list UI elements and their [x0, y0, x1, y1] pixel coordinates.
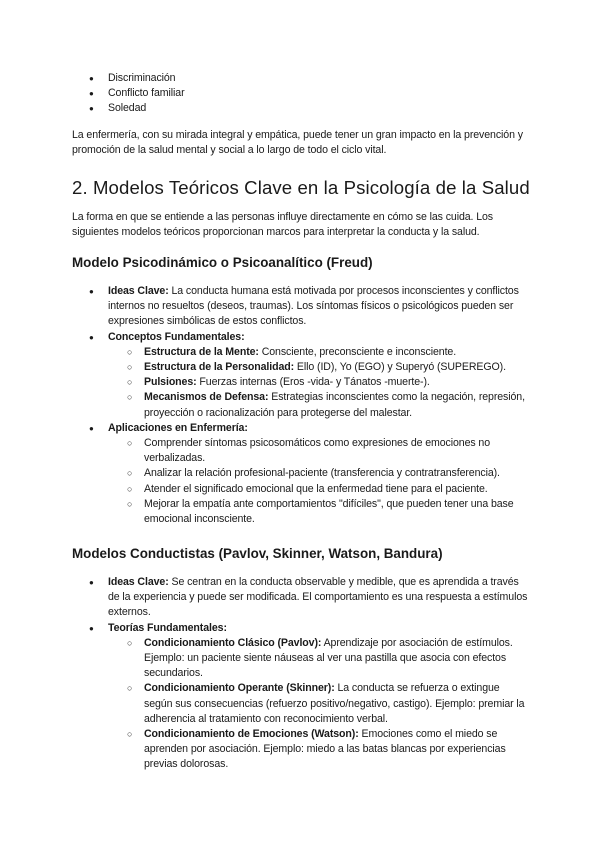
circle-bullet-icon: ○ — [127, 483, 133, 494]
circle-bullet-icon: ○ — [127, 438, 133, 449]
list-item: ● Aplicaciones en Enfermería: ○ Comprender síntomas psicosomáticos como expresiones de emociones no verbalizadas. ○ Analizar la relación profesional-paciente (transferencia y contratransferencia). ○ Atender el significado emocional que la enfermedad tiene para el paciente. ○ Mejorar la empatía ante comportamientos "difíciles", que pueden tener una base emocional inconsciente. — [108, 421, 528, 527]
psychodynamic-list — [89, 284, 528, 527]
list-item: ● Ideas Clave: La conducta humana está motivada por procesos inconscientes y conflictos internos no resueltos (deseos, traumas). Los síntomas físicos o psicológicos pueden ser expresiones simbólicas de estos conflictos. — [89, 285, 519, 328]
list-item: ● Teorías Fundamentales: ○ Condicionamiento Clásico (Pavlov): Aprendizaje por asociación de estímulos. Ejemplo: un paciente siente náuseas al ver una pastilla que asocia con efectos secundarios. ○ Condicionamiento Operante (Skinner): La conducta se refuerza o extingue según sus consecuencias (refuerzo positivo/negativo, castigo). Ejemplo: premiar la adherencia al tratamiento con reconocimiento verbal. ○ Condicionamiento de Emociones (Watson): Emociones como el miedo se aprenden por asociación. Ejemplo: miedo a las batas blancas por experiencias previas dolorosas. — [108, 621, 528, 773]
sublist-item: ○ Estructura de la Personalidad: Ello (ID), Yo (EGO) y Superyó (SUPEREGO). — [144, 360, 528, 375]
list-item: ● Conflicto familiar — [108, 86, 528, 101]
list-item: ● Ideas Clave: Se centran en la conducta observable y medible, que es aprendida a través de la experiencia y puede ser modificada. El comportamiento es una respuesta a estímulos externos. — [89, 576, 528, 619]
circle-bullet-icon: ○ — [127, 377, 133, 388]
list-item: ● Soledad — [108, 101, 528, 116]
bullet-icon: ● — [89, 104, 94, 114]
circle-bullet-icon: ○ — [127, 683, 133, 694]
bullet-icon: ● — [89, 89, 94, 99]
section-intro-paragraph: La forma en que se entiende a las personas influye directamente en cómo se las cuida. Los siguientes modelos teóricos proporcionan marcos para interpretar la conducta y la salud. — [72, 211, 493, 239]
circle-bullet-icon: ○ — [127, 346, 133, 357]
sublist-item: ○ Condicionamiento Clásico (Pavlov): Aprendizaje por asociación de estímulos. Ejemplo: un paciente siente náuseas al ver una pastilla que asocia con efectos secundarios. — [127, 636, 513, 680]
sublist-item: ○ Estructura de la Mente: Consciente, preconsciente e inconsciente. — [144, 345, 528, 360]
sublist-item: ○ Comprender síntomas psicosomáticos como expresiones de emociones no verbalizadas. — [127, 437, 491, 465]
intro-paragraph: La enfermería, con su mirada integral y empática, puede tener un gran impacto en la prevención y promoción de la salud mental y social a lo largo de todo el ciclo vital. — [72, 129, 523, 157]
sublist-item: ○ Atender el significado emocional que la enfermedad tiene para el paciente. — [144, 482, 528, 497]
behaviorist-list — [89, 575, 528, 773]
applications-sublist — [127, 436, 528, 527]
bullet-icon: ● — [89, 623, 94, 633]
list-item: ● Conceptos Fundamentales: ○ Estructura de la Mente: Consciente, preconsciente e inconsciente. ○ Estructura de la Personalidad: Ello (ID), Yo (EGO) y Superyó (SUPEREGO). ○ Pulsiones: Fuerzas internas (Eros -vida- y Tánatos -muerte-). ○ Mecanismos de Defensa: Estrategias inconscientes como la negación, represión, proyección o racionalización para protegerse del malestar. — [108, 330, 528, 421]
bullet-icon: ● — [89, 287, 94, 296]
circle-bullet-icon: ○ — [127, 392, 133, 403]
bullet-icon: ● — [89, 74, 94, 83]
section-heading: 2. Modelos Teóricos Clave en la Psicología de la Salud — [72, 177, 530, 198]
behaviorist-heading: Modelos Conductistas (Pavlov, Skinner, Watson, Bandura) — [72, 546, 443, 561]
bullet-icon: ● — [89, 332, 94, 342]
concepts-sublist — [127, 345, 528, 421]
sublist-item: ○ Mejorar la empatía ante comportamientos "difíciles", que pueden tener una base emocional inconsciente. — [127, 497, 514, 526]
theories-sublist — [127, 636, 528, 773]
sublist-item: ○ Pulsiones: Fuerzas internas (Eros -vida- y Tánatos -muerte-). — [144, 375, 528, 390]
sublist-item: ○ Analizar la relación profesional-paciente (transferencia y contratransferencia). — [144, 466, 528, 481]
bullet-icon: ● — [89, 578, 94, 587]
circle-bullet-icon: ○ — [127, 468, 133, 479]
circle-bullet-icon: ○ — [127, 729, 133, 740]
list-item: ● Discriminación — [108, 71, 528, 86]
risk-factor-list — [89, 71, 528, 117]
sublist-item: ○ Condicionamiento de Emociones (Watson): Emociones como el miedo se aprenden por asociación. Ejemplo: miedo a las batas blancas por experiencias previas dolorosas. — [127, 728, 506, 771]
sublist-item: ○ Condicionamiento Operante (Skinner): La conducta se refuerza o extingue según sus consecuencias (refuerzo positivo/negativo, castigo). Ejemplo: premiar la adherencia al tratamiento con reconocimiento verbal. — [127, 682, 525, 725]
bullet-icon: ● — [89, 423, 94, 433]
psychodynamic-heading: Modelo Psicodinámico o Psicoanalítico (Freud) — [72, 255, 373, 270]
circle-bullet-icon: ○ — [127, 637, 133, 648]
circle-bullet-icon: ○ — [127, 498, 133, 509]
sublist-item: ○ Mecanismos de Defensa: Estrategias inconscientes como la negación, represión, proyección o racionalización para protegerse del malestar. — [127, 391, 525, 419]
circle-bullet-icon: ○ — [127, 362, 133, 373]
